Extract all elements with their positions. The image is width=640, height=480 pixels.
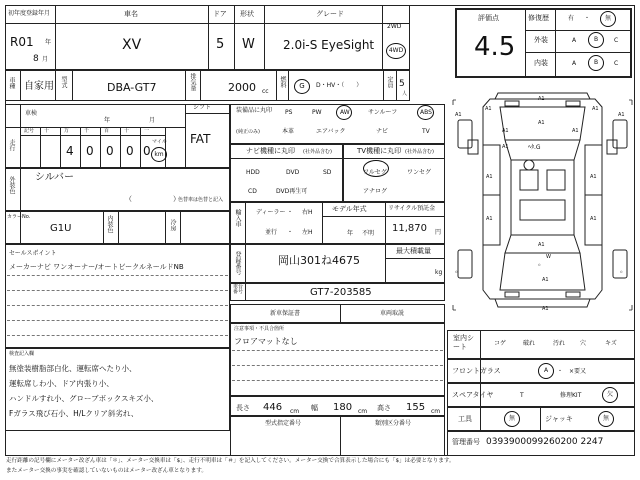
int-grade-c: C xyxy=(614,60,619,67)
model: DBA-GT7 xyxy=(107,81,157,94)
diagram-mark-9: A1 xyxy=(502,144,509,150)
sales-point-block xyxy=(5,244,230,348)
seat-item-1: 破れ xyxy=(523,340,536,347)
grade-label: グレード xyxy=(316,10,344,18)
navi-item-1: DVD xyxy=(286,169,300,176)
navi-item-2: SD xyxy=(323,169,332,176)
warranty-label: 新車保証書 xyxy=(270,310,301,317)
int-grade-a: A xyxy=(572,60,577,67)
recycle-value: 11,870 xyxy=(392,223,427,234)
height: 155 xyxy=(406,402,426,413)
fuel-rest: D・HV・（ ） xyxy=(316,82,363,89)
drive-4wd-circle xyxy=(386,43,406,59)
equipment-sub-label: (純正のみ) xyxy=(236,129,260,135)
spare-none-circle xyxy=(602,387,618,403)
shape-label: 形状 xyxy=(240,10,254,18)
inspector-label: 検査記入欄 xyxy=(9,351,35,357)
diagram-mark-3: A1 xyxy=(592,106,599,112)
diagram-mark-16: A1 xyxy=(542,277,549,283)
import-parallel: 並行 xyxy=(265,229,278,236)
diagram-interior-label: ﾍﾀ.G xyxy=(528,144,541,151)
equipment-row2-item-0: 本革 xyxy=(282,128,295,135)
equipment-item-4: ABS xyxy=(420,109,432,116)
chassis-label: 車台番号 xyxy=(233,284,244,295)
use: 自家用 xyxy=(24,81,54,92)
mileage-digit-4: 0 xyxy=(143,144,151,158)
drive-4wd: 4WD xyxy=(388,47,404,54)
color-paren-right: ） xyxy=(173,195,180,203)
navi-row2-item-1: DVD再生可 xyxy=(276,188,308,195)
equipment-row2-item-3: TV xyxy=(422,128,430,135)
max-load-label: 最大積載量 xyxy=(396,247,431,255)
color-code: G1U xyxy=(50,223,72,234)
color-label: 外装色 xyxy=(8,176,15,194)
tv-item-0: フルセグ xyxy=(363,169,387,176)
front-glass-a: A xyxy=(543,367,549,374)
color-note: 色替車は色替と記入 xyxy=(178,197,224,203)
equipment-label: 装備品に丸印 xyxy=(236,107,273,114)
int-grade-b: B xyxy=(593,59,599,66)
management-label: 管理番号 xyxy=(452,438,480,446)
equipment-item-2: AW xyxy=(340,109,350,116)
diagram-mark-2: A1 xyxy=(485,106,492,112)
color-paren-left: （ xyxy=(125,195,132,203)
first-reg-year-suffix: 年 xyxy=(45,39,52,46)
mileage-digit-3: 0 xyxy=(126,144,134,158)
model-year-unknown: 不明 xyxy=(362,230,375,237)
spare-repair-kit: 修理KIT xyxy=(560,392,582,399)
seat-label: 室内シート xyxy=(453,334,474,352)
mileage-col-4: 百 xyxy=(104,128,110,134)
equipment-abs-circle xyxy=(417,105,434,120)
width-unit: cm xyxy=(358,408,368,415)
notes-block xyxy=(230,323,445,396)
front-glass-label: フロントガラス xyxy=(452,367,501,375)
registration-label: 登録番号 xyxy=(234,251,241,275)
diagram-dot-3: 。 xyxy=(538,259,545,267)
ext-grade-b-circle xyxy=(588,32,604,48)
int-grade-b-circle xyxy=(588,55,604,71)
manual-label: 車両取説 xyxy=(380,310,405,317)
equipment-item-1: PW xyxy=(312,109,322,116)
diagram-mark-5: A1 xyxy=(618,112,625,118)
length: 446 xyxy=(263,402,283,413)
mileage-col-0: 記号 xyxy=(24,128,35,134)
mileage-col-2: 万 xyxy=(64,128,70,134)
displacement: 2000 xyxy=(228,81,256,94)
ext-grade-c: C xyxy=(614,37,619,44)
tv-row2-item-0: アナログ xyxy=(363,188,388,195)
diagram-mark-12: A1 xyxy=(486,216,493,222)
first-reg-month: 8 xyxy=(33,54,39,64)
import-dealer: ディーラー xyxy=(256,209,286,216)
model-year-suffix: 年 xyxy=(347,230,354,237)
height-label: 高さ xyxy=(377,404,391,412)
diagram-dot-1: 。 xyxy=(455,266,462,274)
tools-label: 工具 xyxy=(458,415,472,423)
navi-label: ナビ機種に丸印 xyxy=(246,147,295,155)
inspection-year-label: 年 xyxy=(104,117,111,124)
shift-label: シフト xyxy=(193,104,212,111)
tv-item-1: ワンセグ xyxy=(407,169,432,176)
diagram-mark-15: W xyxy=(546,254,551,260)
front-glass-a-circle xyxy=(538,363,554,379)
length-label: 長さ xyxy=(236,404,250,412)
recycle-unit: 円 xyxy=(435,229,442,236)
repair-no: 無 xyxy=(604,15,611,22)
fuel-g: G xyxy=(299,82,305,90)
model-label: 型式 xyxy=(60,76,67,88)
jack-label: ジャッキ xyxy=(545,415,573,423)
inspector-line-1: 運転席しわ小、ドア内張り小、 xyxy=(9,379,114,388)
inspector-block xyxy=(5,348,230,431)
navi-row2-item-0: CD xyxy=(248,188,257,195)
jack-none-circle xyxy=(598,411,614,427)
height-unit: cm xyxy=(431,408,441,415)
diagram-mark-10: A1 xyxy=(486,174,493,180)
use-label: 車種 xyxy=(8,77,15,89)
shape: W xyxy=(242,37,255,52)
jack-none: 無 xyxy=(602,415,609,422)
registration-value: 岡山301ね4675 xyxy=(278,254,360,267)
first-reg-label: 初年度登録年月 xyxy=(8,10,51,17)
exterior-label: 外装 xyxy=(534,36,548,44)
tv-sub: (社外品含む) xyxy=(405,149,434,155)
displacement-label: 排気量 xyxy=(189,73,196,91)
repair-no-circle xyxy=(600,11,616,27)
inspection-label: 車検 xyxy=(25,110,38,117)
import-dot-1: ・ xyxy=(287,209,294,216)
car-name: XV xyxy=(122,37,142,53)
inspection-month-label: 月 xyxy=(149,117,156,124)
score-label: 評価点 xyxy=(478,14,499,22)
class-label: 類別区分番号 xyxy=(375,420,412,427)
diagram-dot-2: 。 xyxy=(620,266,627,274)
navi-sub: (社外品含む) xyxy=(303,149,332,155)
diagram-mark-6: A1 xyxy=(538,120,545,126)
color-code-label: カラーNo. xyxy=(7,214,31,220)
diagram-mark-7: A1 xyxy=(502,128,509,134)
seat-item-4: キズ xyxy=(605,340,617,347)
chassis-value: GT7-203585 xyxy=(310,287,372,298)
equipment-aw-circle xyxy=(336,105,352,120)
doors: 5 xyxy=(216,37,225,52)
repair-yes: 有 xyxy=(568,15,575,22)
repair-dot: ・ xyxy=(584,15,591,22)
diagram-mark-17: A1 xyxy=(542,306,549,312)
capacity: 5 xyxy=(399,79,405,89)
front-glass-rest: ・ ×要又 xyxy=(557,368,587,375)
capacity-label: 定員 xyxy=(386,76,393,88)
notes-text: フロアマットなし xyxy=(234,337,298,346)
type-label: 型式指定番号 xyxy=(265,420,302,427)
recycle-label: リサイクル預託金 xyxy=(388,205,436,212)
grade: 2.0i-S EyeSight xyxy=(283,38,375,52)
notes-label: 注意事項・不具合箇所 xyxy=(234,326,285,332)
spare-none: 欠 xyxy=(606,391,613,398)
footer-line-2: またメーター交換の事実を確認していないものはメーター改ざん車となります。 xyxy=(6,468,207,474)
shift: FAT xyxy=(190,132,211,146)
mile-label: マイル xyxy=(152,139,167,145)
model-year-label: モデル年式 xyxy=(332,205,367,213)
cooling-label: 冷房 xyxy=(169,219,176,231)
mileage-digit-0: 4 xyxy=(66,144,74,158)
color-value: シルバー xyxy=(35,172,75,183)
first-reg-era: R01 xyxy=(10,35,34,49)
car-diagram xyxy=(450,85,635,323)
mileage-digit-1: 0 xyxy=(86,144,94,158)
width: 180 xyxy=(333,402,353,413)
interior-label: 内装 xyxy=(534,59,548,67)
sales-point-text: メーカーナビ ワンオーナー/オートビークルネールドNB xyxy=(9,263,184,271)
fuel-label: 燃料 xyxy=(279,76,286,88)
drive-2wd: 2WD xyxy=(387,23,402,30)
displacement-unit: cc xyxy=(262,88,269,95)
mileage-label: 走行 xyxy=(8,139,15,151)
diagram-mark-11: A1 xyxy=(590,174,597,180)
import-left-hand: 左H xyxy=(302,229,313,236)
warranty-block xyxy=(230,304,445,323)
diagram-mark-1: A1 xyxy=(538,96,545,102)
management-value: 0393900099260200 2247 xyxy=(486,437,604,447)
mileage-col-5: 十 xyxy=(124,128,130,134)
diagram-mark-14: A1 xyxy=(538,242,545,248)
tools-none: 無 xyxy=(508,415,515,422)
repair-label: 修復歴 xyxy=(528,14,549,22)
diagram-mark-4: A1 xyxy=(455,112,462,118)
mileage-col-1: 十 xyxy=(44,128,50,134)
sales-point-label: セールスポイント xyxy=(9,250,57,257)
diagram-mark-13: A1 xyxy=(590,216,597,222)
car-name-label: 車名 xyxy=(124,10,138,18)
import-label: 輸入車 xyxy=(234,209,241,227)
inspector-line-2: ハンドルすれ小、グローブボックスキズ小、 xyxy=(9,394,159,403)
seat-item-0: コゲ xyxy=(494,340,507,347)
seat-item-3: 穴 xyxy=(580,340,587,347)
spare-t: T xyxy=(520,392,524,399)
mileage-col-6: 一 xyxy=(144,128,150,134)
footer-line-1: 走行距離の記号欄にメーター改ざん車は「＊」、メーター交換車は「$」、走行不明車は「＃」を記入してください。メーター交換で合算表示した場合にも「$」は必要となります。 xyxy=(6,458,455,464)
inspector-line-3: Fガラス飛び石小、H/Lクリア斜劣れ、 xyxy=(9,409,139,418)
type-block xyxy=(230,416,445,456)
score: 4.5 xyxy=(474,32,516,62)
diagram-mark-8: A1 xyxy=(572,128,579,134)
door-label: ドア xyxy=(213,10,227,18)
spare-label: スペアタイヤ xyxy=(452,391,494,399)
equipment-item-0: PS xyxy=(285,109,293,116)
tv-fullseg-circle xyxy=(363,160,389,177)
km-label: km xyxy=(154,150,164,158)
interior-color-label: 内装色 xyxy=(106,215,113,233)
equipment-item-3: サンルーフ xyxy=(368,109,398,116)
import-dot-2: ・ xyxy=(287,229,294,236)
width-label: 幅 xyxy=(311,404,318,412)
km-circle xyxy=(151,147,167,162)
tools-none-circle xyxy=(504,411,520,427)
max-load-unit: kg xyxy=(435,269,443,276)
seat-item-2: 汚れ xyxy=(553,340,566,347)
length-unit: cm xyxy=(290,408,300,415)
equipment-row2-item-2: ナビ xyxy=(376,128,389,135)
navi-item-0: HDD xyxy=(246,169,260,176)
inspector-line-0: 無塗装樹脂部白化、運転席へたり小、 xyxy=(9,364,137,373)
ext-grade-b: B xyxy=(593,36,599,43)
equipment-row2-item-1: エアバック xyxy=(316,128,346,135)
capacity-unit: 人 xyxy=(402,91,408,97)
mileage-col-3: 千 xyxy=(84,128,90,134)
ext-grade-a: A xyxy=(572,37,577,44)
mileage-digit-2: 0 xyxy=(106,144,114,158)
first-reg-month-suffix: 月 xyxy=(42,56,49,63)
tv-label: TV機種に丸印 xyxy=(357,147,402,155)
fuel-g-circle xyxy=(294,79,310,94)
import-right-hand: 右H xyxy=(302,209,313,216)
